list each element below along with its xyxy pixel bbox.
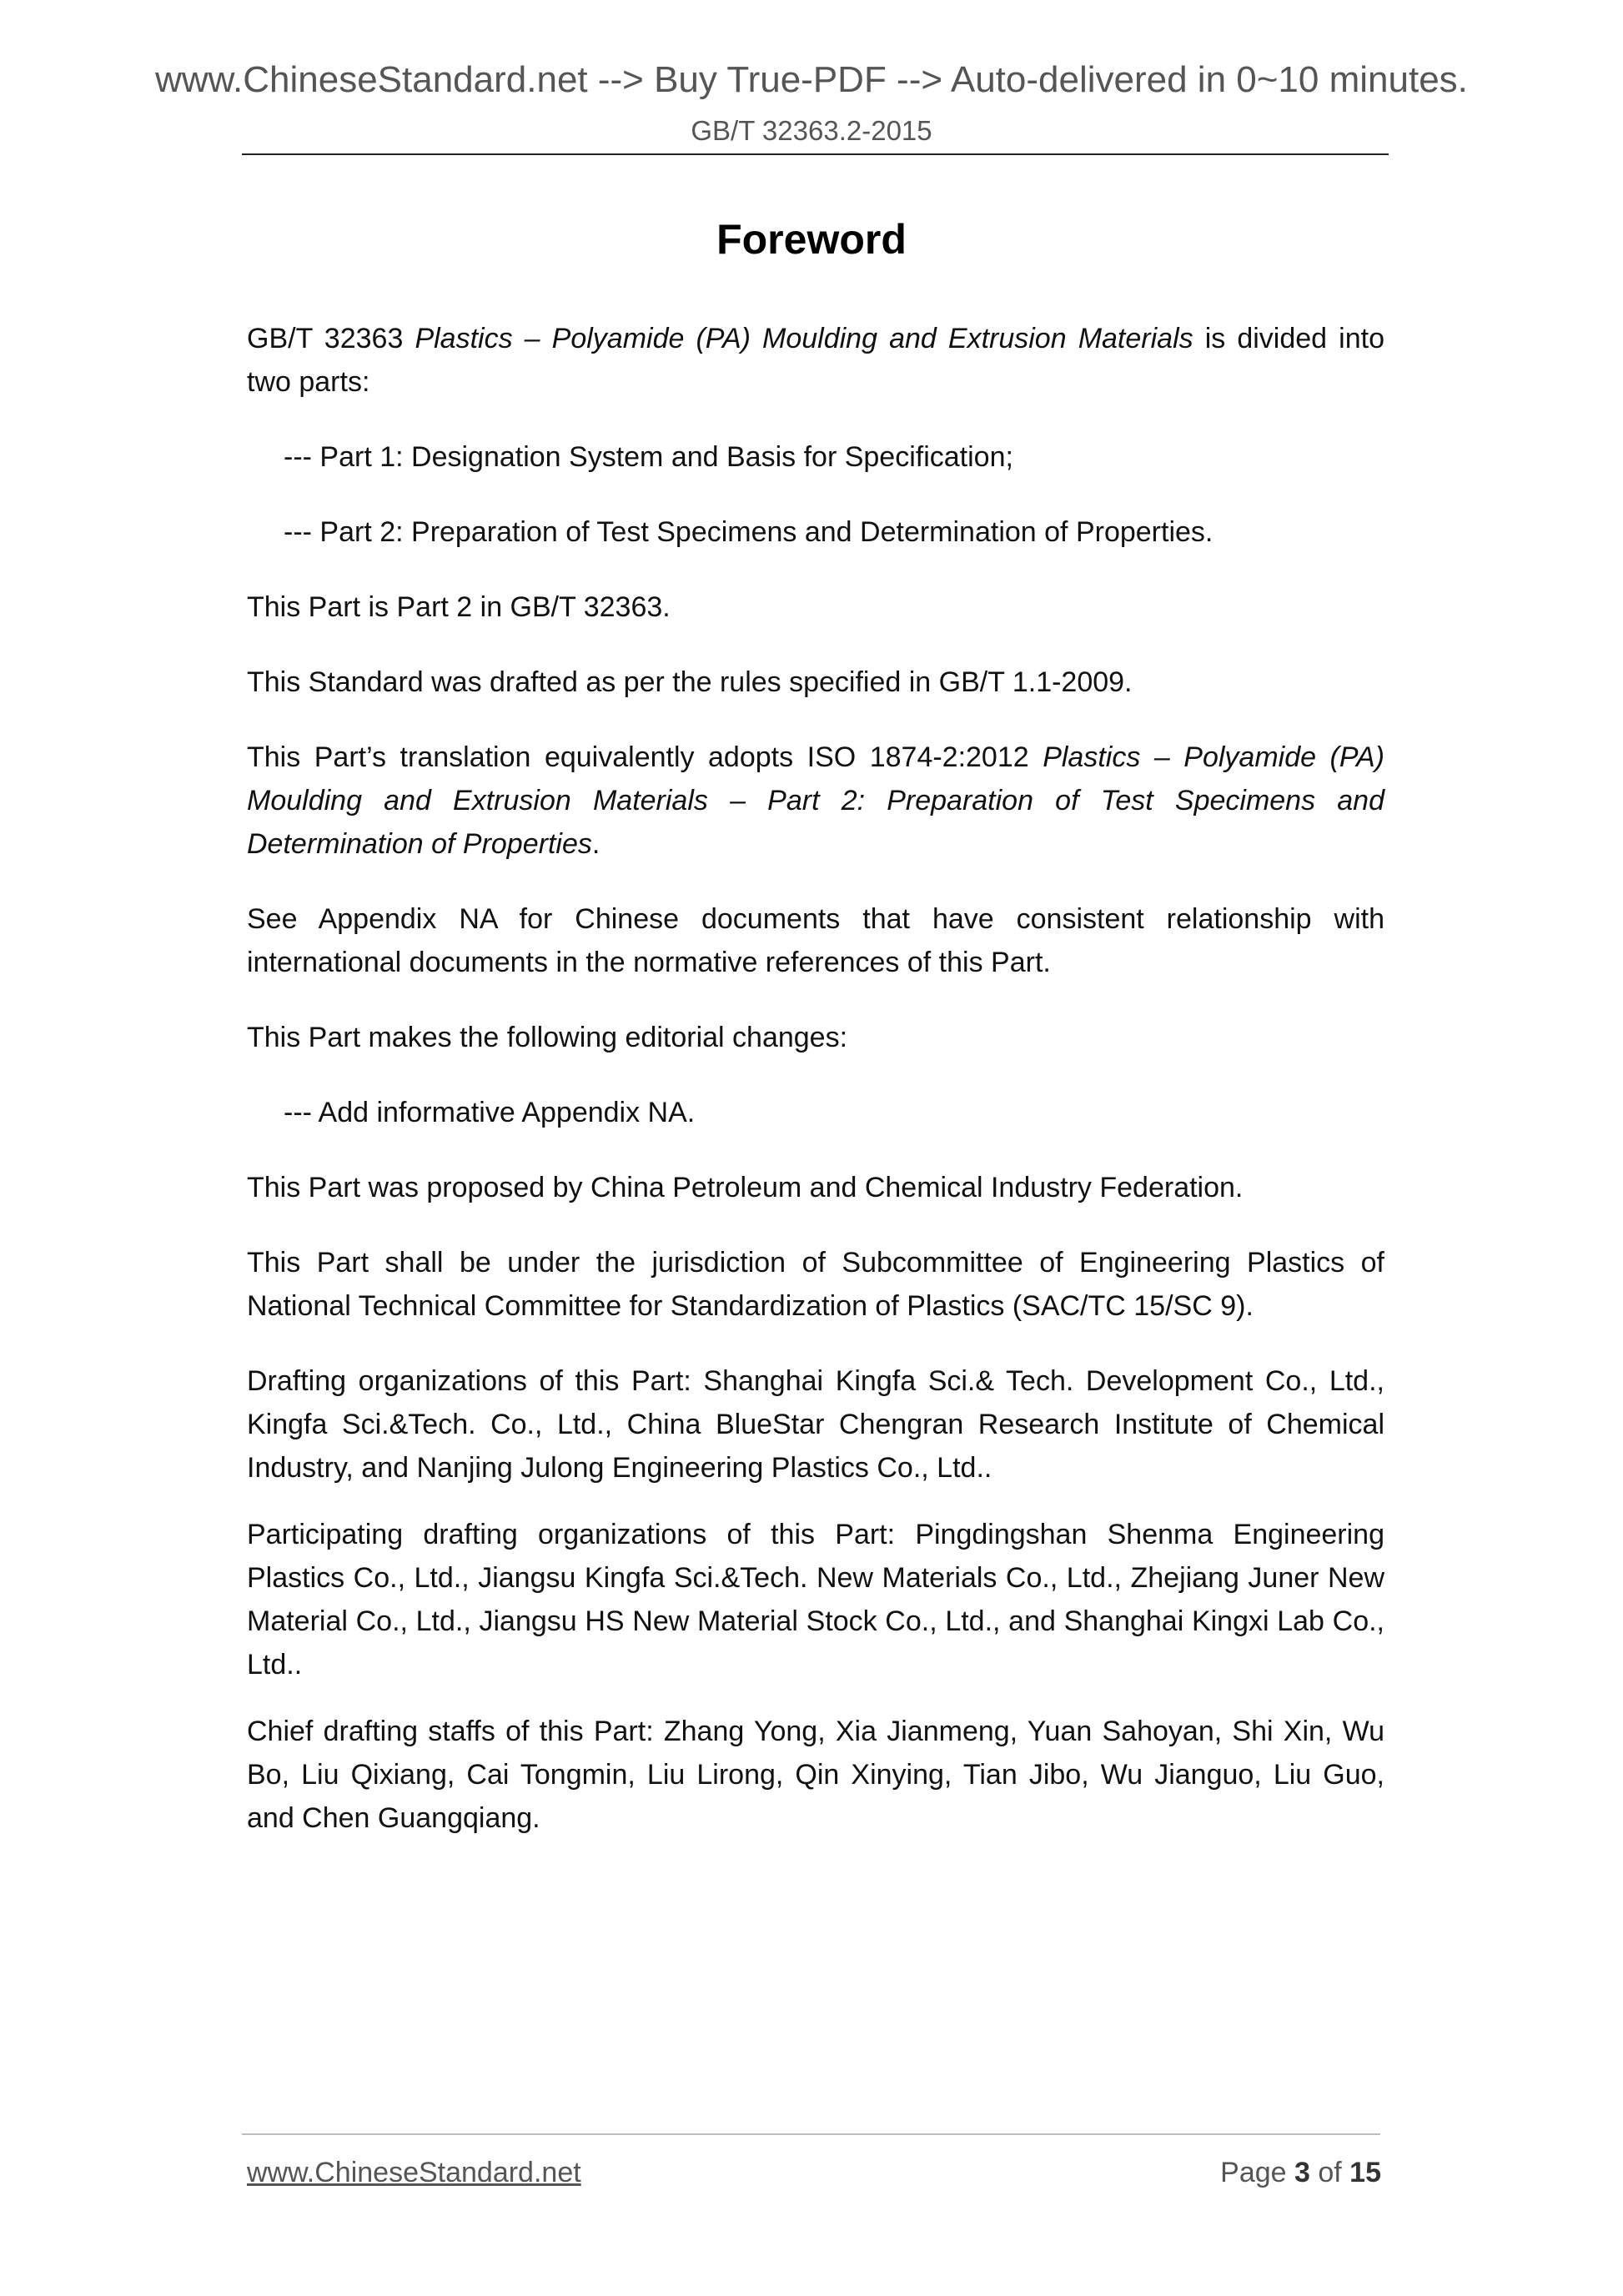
foreword-body xyxy=(247,317,1384,1871)
paragraph-drafting-organizations: Drafting organizations of this Part: Shanghai Kingfa Sci.& Tech. Development Co., Ltd., Kingfa Sci.&Tech. Co., Ltd., China BlueStar Chengran Research Institute of Chemical Industry, and Nanjing Julong Engineering Plastics Co., Ltd.. xyxy=(247,1365,1384,1484)
paragraph-jurisdiction: This Part shall be under the jurisdiction of Subcommittee of Engineering Plastics of National Technical Committee for Standardization of Plastics (SAC/TC 15/SC 9). xyxy=(247,1247,1384,1322)
iso-title: Plastics – Polyamide (PA) Moulding and Extrusion Materials – Part 2: Preparation of Test Specimens and Determination of Properties xyxy=(247,741,1385,860)
paragraph-participating-organizations: Participating drafting organizations of this Part: Pingdingshan Shenma Engineering Plastics Co., Ltd., Jiangsu Kingfa Sci.&Tech. New Materials Co., Ltd., Zhejiang Juner New Material Co., Ltd., Jiangsu HS New Material Stock Co., Ltd., and Shanghai Kingxi Lab Co., Ltd.. xyxy=(247,1519,1384,1681)
current-page: 3 xyxy=(1294,2157,1310,2188)
paragraph-part-number: This Part is Part 2 in GB/T 32363. xyxy=(247,591,671,623)
site-banner: www.ChineseStandard.net --> Buy True-PDF --> Auto-delivered in 0~10 minutes. xyxy=(155,59,1468,100)
page-title: Foreword xyxy=(716,216,907,263)
paragraph-drafting-rules: This Standard was drafted as per the rules specified in GB/T 1.1-2009. xyxy=(247,666,1133,698)
paragraph-parts-intro: GB/T 32363 Plastics – Polyamide (PA) Moulding and Extrusion Materials is divided into two parts: xyxy=(247,323,1384,398)
header-divider xyxy=(242,153,1389,155)
list-item-part-2: --- Part 2: Preparation of Test Specimens and Determination of Properties. xyxy=(284,516,1213,548)
page-indicator: Page 3 of 15 xyxy=(1220,2157,1381,2188)
list-item-change-1: --- Add informative Appendix NA. xyxy=(284,1097,696,1128)
list-item-part-1: --- Part 1: Designation System and Basis for Specification; xyxy=(284,441,1013,473)
footer-site-link[interactable]: www.ChineseStandard.net xyxy=(247,2157,581,2188)
footer-divider xyxy=(242,2133,1380,2135)
paragraph-chief-drafters: Chief drafting staffs of this Part: Zhang Yong, Xia Jianmeng, Yuan Sahoyan, Shi Xin, Wu Bo, Liu Qixiang, Cai Tongmin, Liu Lirong, Qin Xinying, Tian Jibo, Wu Jianguo, Liu Guo, and Chen Guangqiang. xyxy=(247,1716,1384,1834)
paragraph-appendix-reference: See Appendix NA for Chinese documents that have consistent relationship with international documents in the normative references of this Part. xyxy=(247,903,1384,978)
paragraph-proposed-by: This Part was proposed by China Petroleum and Chemical Industry Federation. xyxy=(247,1172,1244,1203)
document-number: GB/T 32363.2-2015 xyxy=(691,115,932,146)
standard-title: Plastics – Polyamide (PA) Moulding and Extrusion Materials xyxy=(415,323,1193,354)
total-pages: 15 xyxy=(1349,2157,1381,2188)
paragraph-adoption: This Part’s translation equivalently adopts ISO 1874-2:2012 Plastics – Polyamide (PA) Moulding and Extrusion Materials – Part 2: Preparation of Test Specimens and Determination of Properties. xyxy=(247,741,1385,860)
paragraph-editorial-changes: This Part makes the following editorial changes: xyxy=(247,1022,848,1053)
